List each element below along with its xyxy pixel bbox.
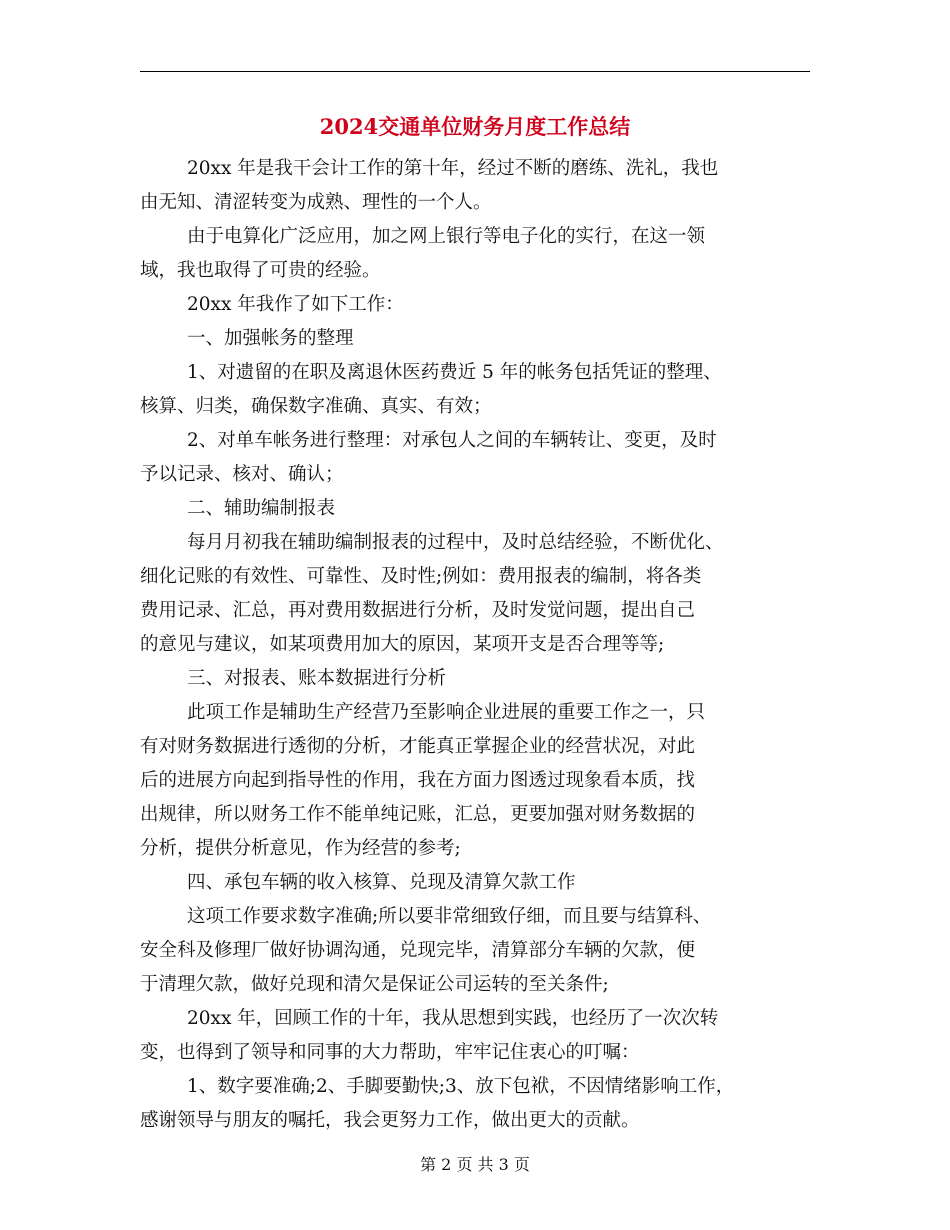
body-line: 后的进展方向起到指导性的作用，我在方面力图透过现象看本质，找: [140, 770, 696, 791]
body-line: 20xx 年是我干会计工作的第十年，经过不断的磨练、洗礼，我也: [187, 158, 719, 179]
body-line: 20xx 年，回顾工作的十年，我从思想到实践，也经历了一次次转: [187, 1008, 719, 1029]
header-rule: [140, 71, 810, 72]
body-line: 细化记账的有效性、可靠性、及时性;例如：费用报表的编制，将各类: [140, 566, 702, 587]
body-line: 予以记录、核对、确认；: [140, 464, 344, 485]
body-line: 于清理欠款，做好兑现和清欠是保证公司运转的至关条件;: [140, 974, 609, 995]
body-line: 二、辅助编制报表: [187, 498, 336, 519]
body-line: 核算、归类，确保数字准确、真实、有效；: [140, 396, 492, 417]
body-line: 费用记录、汇总，再对费用数据进行分析，及时发觉问题，提出自己: [140, 600, 696, 621]
body-line: 三、对报表、账本数据进行分析: [187, 668, 447, 689]
body-line: 的意见与建议，如某项费用加大的原因，某项开支是否合理等等;: [140, 634, 665, 655]
body-line: 安全科及修理厂做好协调沟通，兑现完毕，清算部分车辆的欠款，便: [140, 940, 696, 961]
document-title: 2024交通单位财务月度工作总结: [319, 114, 631, 139]
body-line: 这项工作要求数字准确;所以要非常细致仔细，而且要与结算科、: [187, 906, 712, 927]
body-line: 由于电算化广泛应用，加之网上银行等电子化的实行，在这一领: [187, 226, 706, 247]
body-line: 20xx 年我作了如下工作：: [187, 294, 404, 315]
document-body: [140, 152, 812, 1138]
body-line: 1、对遗留的在职及离退休医药费近 5 年的帐务包括凭证的整理、: [187, 362, 722, 383]
body-line: 出规律，所以财务工作不能单纯记账，汇总，更要加强对财务数据的: [140, 804, 696, 825]
body-line: 分析，提供分析意见，作为经营的参考;: [140, 838, 461, 859]
body-line: 变，也得到了领导和同事的大力帮助，牢牢记住衷心的叮嘱：: [140, 1042, 640, 1063]
body-line: 1、数字要准确;2、手脚要勤快;3、放下包袱，不因情绪影响工作，: [187, 1076, 735, 1097]
page-footer: 第 2 页 共 3 页: [420, 1155, 530, 1174]
body-line: 每月月初我在辅助编制报表的过程中，及时总结经验，不断优化、: [187, 532, 724, 553]
body-line: 四、承包车辆的收入核算、兑现及清算欠款工作: [187, 872, 576, 893]
body-line: 感谢领导与朋友的嘱托，我会更努力工作，做出更大的贡献。: [140, 1110, 640, 1131]
body-line: 一、加强帐务的整理: [187, 328, 354, 349]
body-line: 由无知、清涩转变为成熟、理性的一个人。: [140, 192, 492, 213]
body-line: 此项工作是辅助生产经营乃至影响企业进展的重要工作之一，只: [187, 702, 706, 723]
body-line: 有对财务数据进行透彻的分析，才能真正掌握企业的经营状况，对此: [140, 736, 696, 757]
body-line: 域，我也取得了可贵的经验。: [140, 260, 381, 281]
body-line: 2、对单车帐务进行整理：对承包人之间的车辆转让、变更，及时: [187, 430, 717, 451]
